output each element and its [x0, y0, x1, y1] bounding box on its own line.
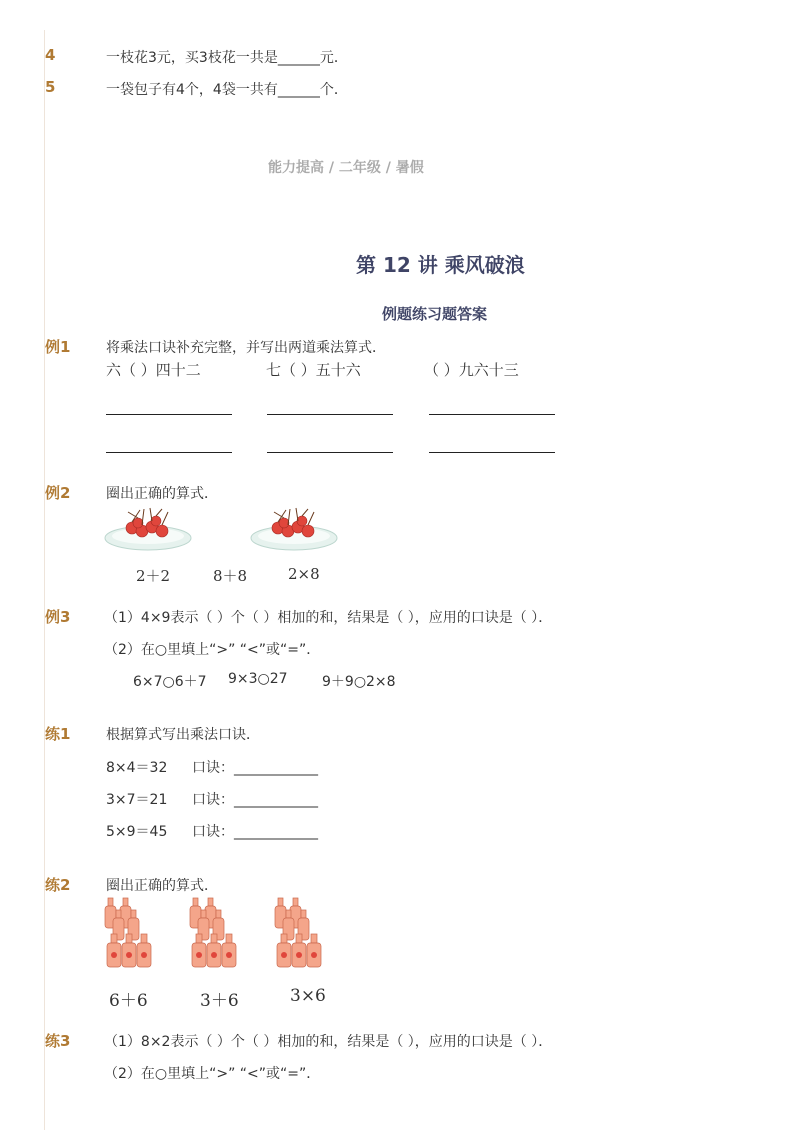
item-text: 一枝花3元，买3枝花一共是______元． — [106, 50, 348, 66]
answer-line — [267, 414, 393, 415]
compare-expression: 6×7○6＋7 — [133, 674, 207, 690]
answer-line — [106, 452, 232, 453]
equation: 8×4＝32 — [106, 760, 168, 776]
breadcrumb: 能力提高 / 二年级 / 暑假 — [268, 160, 424, 176]
mnemonic-item: 七（ ）五十六 — [266, 361, 361, 379]
compare-expression: 9×3○27 — [228, 671, 288, 687]
practice-prompt: 圈出正确的算式． — [106, 878, 218, 894]
bottles-image — [187, 896, 241, 968]
item-number: 5 — [45, 78, 56, 96]
example-label: 例3 — [45, 608, 71, 626]
example-label: 例2 — [45, 484, 71, 502]
compare-expression: 9＋9○2×8 — [322, 674, 396, 690]
equation: 5×9＝45 — [106, 824, 168, 840]
choice-expression: 8＋8 — [213, 567, 248, 585]
bottles-image — [102, 896, 156, 968]
item-number: 4 — [45, 46, 56, 64]
choice-expression: 2×8 — [288, 565, 320, 583]
answer-line — [429, 452, 555, 453]
choice-expression: 6＋6 — [109, 991, 148, 1011]
answer-line — [106, 414, 232, 415]
practice-label: 练1 — [45, 725, 71, 743]
practice-label: 练3 — [45, 1032, 71, 1050]
mnemonic-blank: 口诀：____________ — [192, 824, 318, 840]
example-prompt: 将乘法口诀补充完整，并写出两道乘法算式． — [106, 340, 386, 356]
bottles-image — [272, 896, 326, 968]
lecture-title: 第 12 讲 乘风破浪 — [356, 253, 525, 277]
mnemonic-item: （ ）九六十三 — [424, 361, 519, 379]
practice-prompt: 根据算式写出乘法口诀． — [106, 727, 260, 743]
mnemonic-blank: 口诀：____________ — [192, 760, 318, 776]
example-prompt: 圈出正确的算式． — [106, 486, 218, 502]
section-title: 例题练习题答案 — [382, 305, 488, 323]
cherry-plate-image — [104, 506, 194, 552]
question-text: （2）在○里填上“>” “<”或“=”． — [104, 1066, 321, 1082]
equation: 3×7＝21 — [106, 792, 168, 808]
question-text: （1）8×2表示（ ）个（ ）相加的和，结果是（ ），应用的口诀是（ ）． — [104, 1034, 553, 1050]
answer-line — [429, 414, 555, 415]
practice-label: 练2 — [45, 876, 71, 894]
choice-expression: 2＋2 — [136, 567, 171, 585]
choice-expression: 3＋6 — [200, 991, 239, 1011]
choice-expression: 3×6 — [290, 986, 326, 1006]
item-text: 一袋包子有4个，4袋一共有______个． — [106, 82, 348, 98]
question-text: （1）4×9表示（ ）个（ ）相加的和，结果是（ ），应用的口诀是（ ）． — [104, 610, 553, 626]
mnemonic-blank: 口诀：____________ — [192, 792, 318, 808]
answer-line — [267, 452, 393, 453]
mnemonic-item: 六（ ）四十二 — [106, 361, 201, 379]
example-label: 例1 — [45, 338, 71, 356]
cherry-plate-image — [250, 506, 340, 552]
question-text: （2）在○里填上“>” “<”或“=”． — [104, 642, 321, 658]
left-margin-line — [44, 30, 45, 1130]
